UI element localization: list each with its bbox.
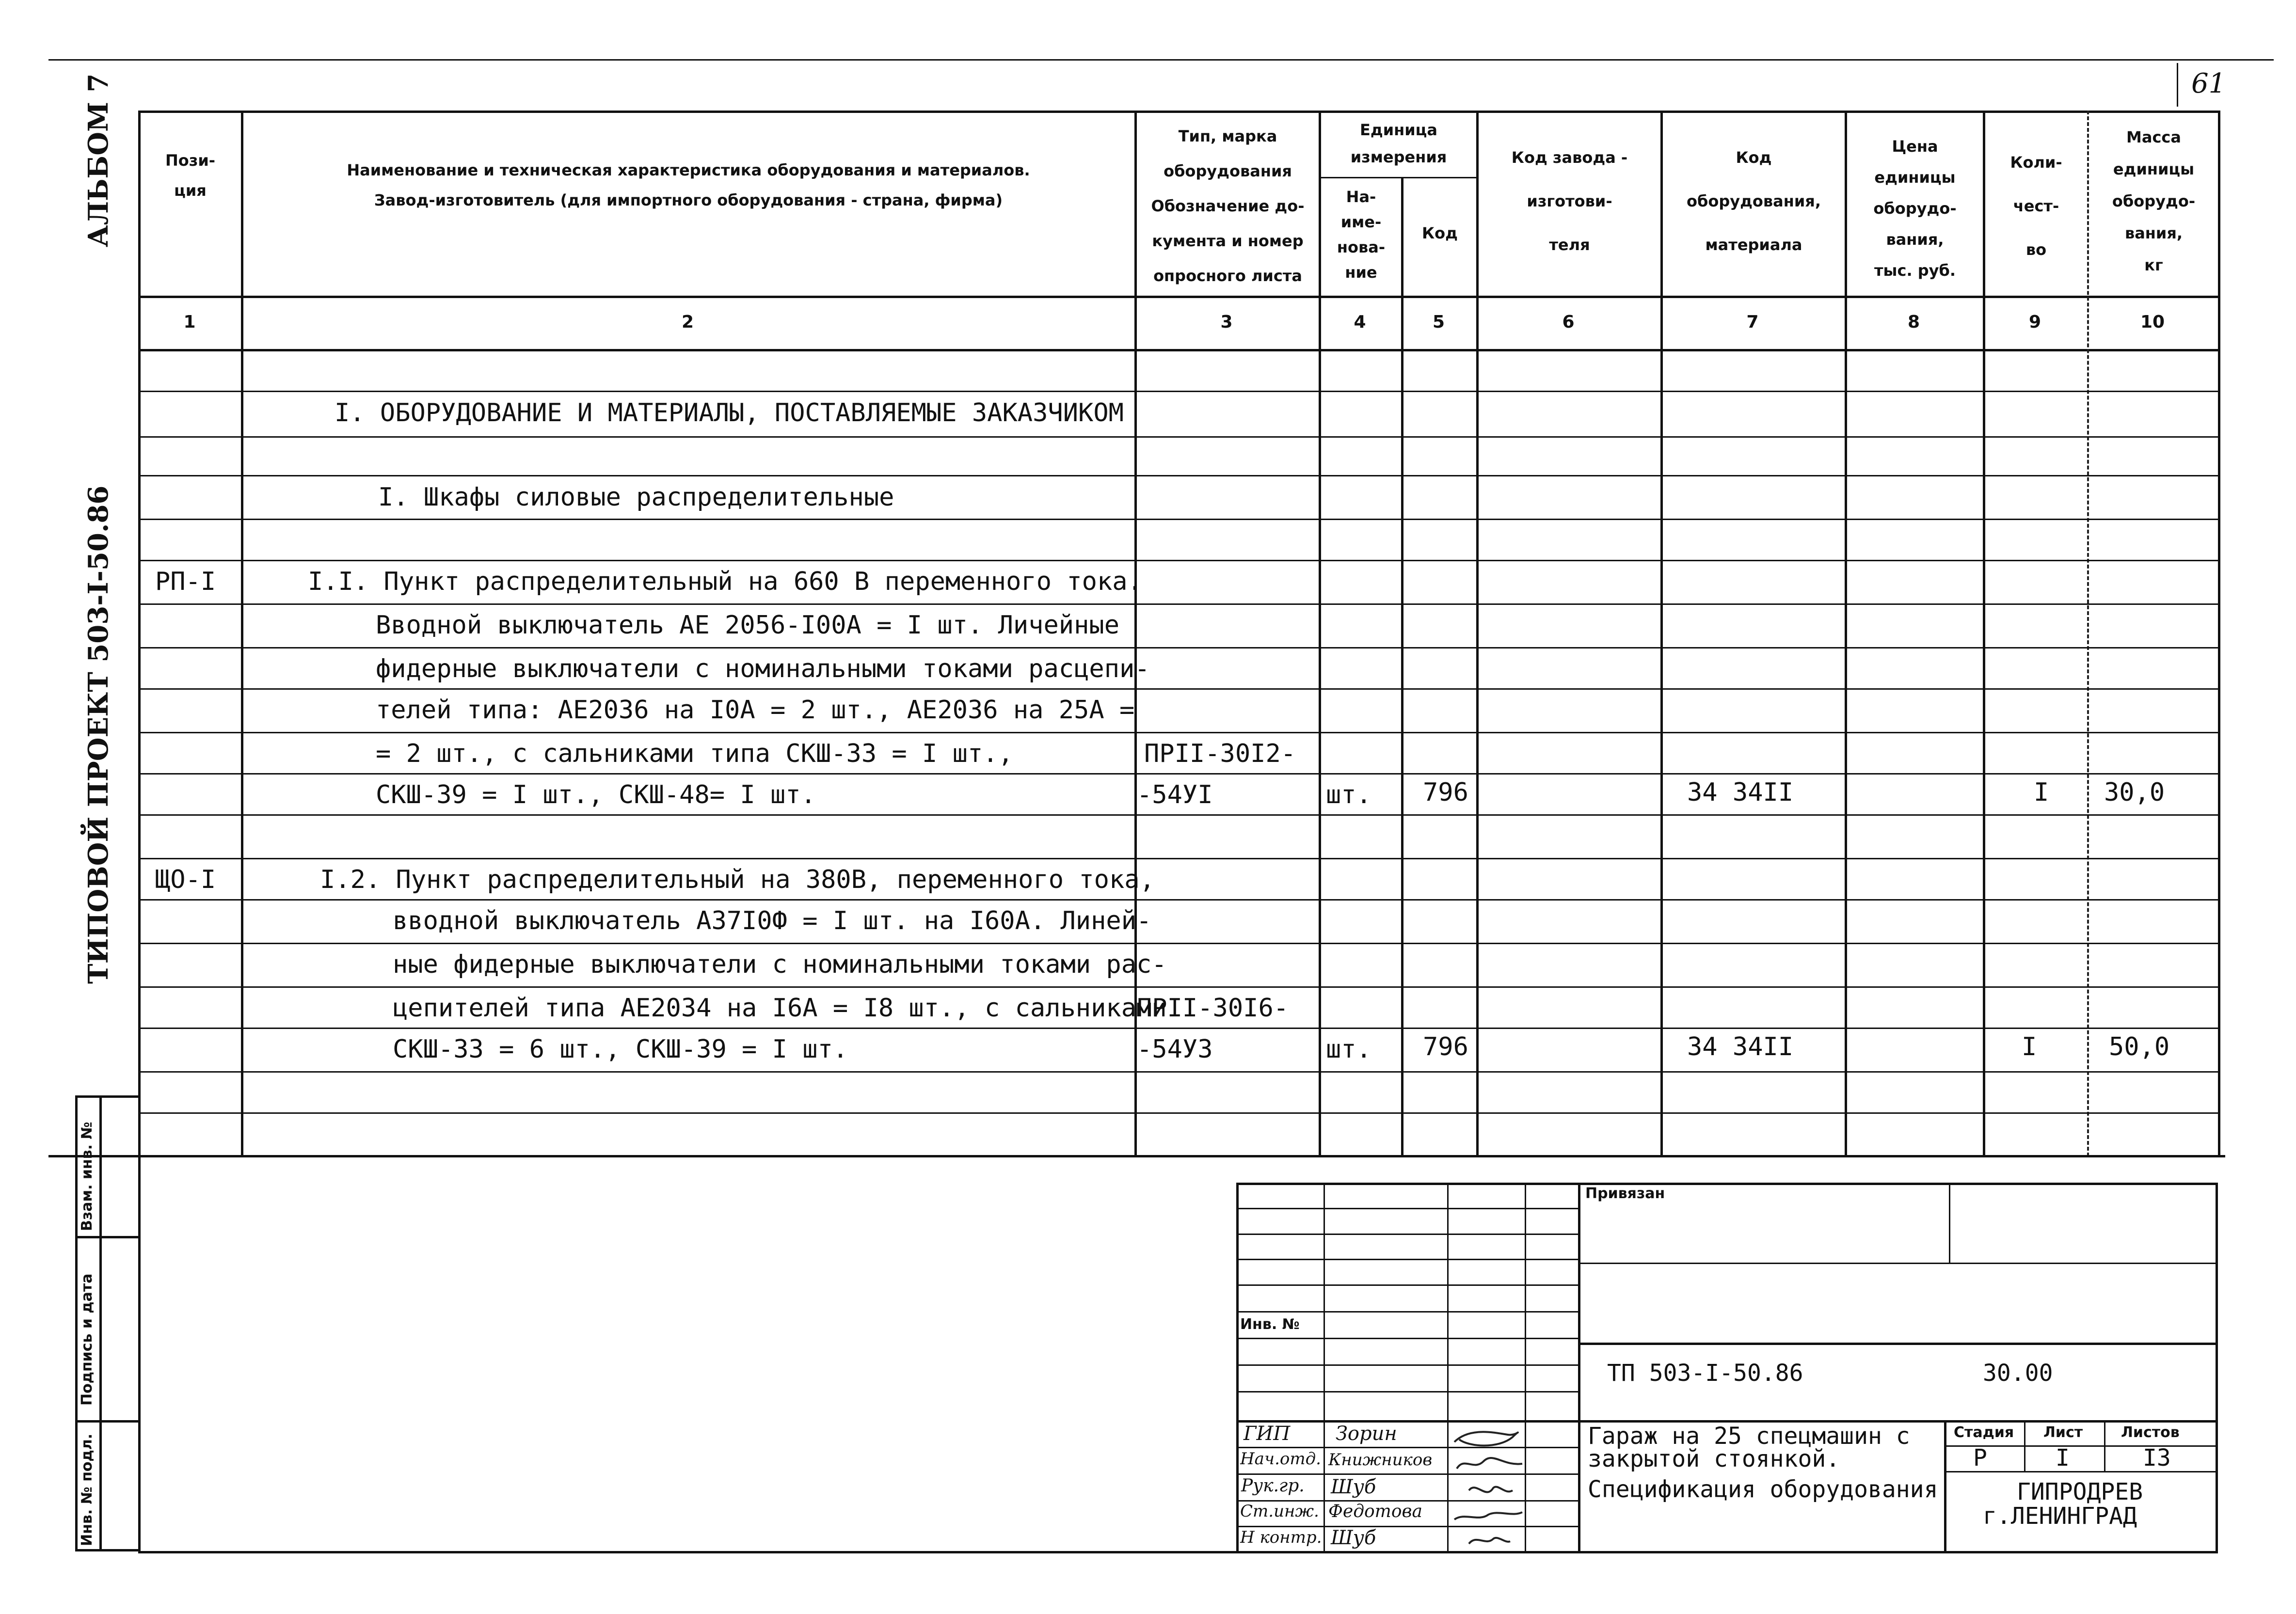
header-price: Цена единицы оборудо- вания, тыс. руб. — [1873, 137, 1957, 280]
item-line: фидерные выключатели с номинальными токами расцепи- — [376, 654, 1150, 683]
colnum-9: 9 — [2028, 312, 2041, 332]
role: Н контр. — [1240, 1528, 1322, 1547]
item-line: Вводной выключатель АЕ 2056-I00А = I шт. Личейные — [376, 611, 1120, 640]
role: ГИП — [1244, 1423, 1291, 1445]
item-type: -54У3 — [1137, 1035, 1213, 1064]
role: Рук.гр. — [1241, 1476, 1305, 1496]
header-material-code: Код оборудования, материала — [1687, 148, 1821, 254]
sign-date-label: Подпись и дата — [79, 1273, 96, 1406]
colnum-10: 10 — [2140, 312, 2165, 332]
header-name: Наименование и техническая характеристика оборудования и материалов. Завод-изготовитель (для импортного оборудования - страна, фирма) — [347, 161, 1030, 209]
privyazan-label: Привязан — [1585, 1185, 1665, 1202]
org-line-2: г.ЛЕНИНГРАД — [1983, 1503, 2137, 1530]
header-unit-code: Код — [1422, 224, 1458, 242]
stage-label: Стадия — [1954, 1424, 2014, 1441]
page-number: 61 — [2191, 68, 2226, 99]
item-type: -54УI — [1137, 780, 1213, 809]
item-quantity: I — [2022, 1032, 2037, 1061]
item-unit-code: 796 — [1423, 778, 1468, 807]
name: Зорин — [1336, 1423, 1397, 1445]
doc-title-3: Спецификация оборудования — [1588, 1476, 1938, 1503]
section-title: I. ОБОРУДОВАНИЕ И МАТЕРИАЛЫ, ПОСТАВЛЯЕМЫЕ ЗАКАЗЧИКОМ — [335, 398, 1124, 427]
header-mass: Масса единицы оборудо- вания, кг — [2112, 128, 2196, 274]
item-type: ПРII-30I6- — [1137, 994, 1289, 1023]
colnum-1: 1 — [183, 312, 196, 332]
org-line-1: ГИПРОДРЕВ — [2017, 1478, 2143, 1505]
item-line: ные фидерные выключатели с номинальными токами рас- — [393, 950, 1167, 979]
name: Шуб — [1331, 1527, 1376, 1549]
header-maker-code: Код завода - изготови- теля — [1511, 148, 1628, 254]
doc-code: ТП 503-I-50.86 — [1607, 1360, 1803, 1387]
colnum-5: 5 — [1432, 312, 1445, 332]
item-mass: 30,0 — [2104, 778, 2165, 807]
colnum-3: 3 — [1220, 312, 1233, 332]
item-type: ПРII-30I2- — [1144, 739, 1296, 768]
item-mass: 50,0 — [2109, 1032, 2170, 1061]
item-line: I.2. Пункт распределительный на 380В, переменного тока, — [320, 865, 1155, 894]
item-line: СКШ-39 = I шт., СКШ-48= I шт. — [376, 780, 816, 809]
header-position: Пози- ция — [165, 151, 216, 200]
role: Ст.инж. — [1240, 1502, 1319, 1521]
signature-icon — [1450, 1423, 1527, 1549]
vzam-inv-label: Взам. инв. № — [79, 1122, 96, 1231]
item-unit-code: 796 — [1423, 1032, 1468, 1061]
colnum-4: 4 — [1354, 312, 1366, 332]
item-unit: шт. — [1326, 780, 1371, 809]
item-line: вводной выключатель А37I0Ф = I шт. на I60А. Линей- — [393, 906, 1152, 935]
doc-title-1: Гараж на 25 спецмашин с — [1588, 1423, 1910, 1450]
header-type: Тип, марка оборудования Обозначение до- кумента и номер опросного листа — [1151, 127, 1305, 285]
inv-no-podl-label: Инв. № подл. — [79, 1433, 96, 1546]
sheets-label: Листов — [2121, 1424, 2180, 1441]
subsection-title: I. Шкафы силовые распределительные — [378, 483, 894, 512]
item-line: = 2 шт., с сальниками типа СКШ-33 = I шт., — [376, 739, 1013, 768]
item-quantity: I — [2034, 778, 2049, 807]
colnum-7: 7 — [1746, 312, 1759, 332]
sheet-label: Лист — [2043, 1424, 2083, 1441]
colnum-6: 6 — [1562, 312, 1575, 332]
item-line: СКШ-33 = 6 шт., СКШ-39 = I шт. — [393, 1035, 848, 1064]
name: Книжников — [1328, 1450, 1433, 1470]
item-line: цепителей типа АЕ2034 на I6А = I8 шт., с сальниками — [393, 994, 1167, 1023]
item-material-code: 34 34II — [1687, 1032, 1794, 1061]
header-unit: Единица измерения — [1350, 121, 1447, 166]
item-line: телей типа: АЕ2036 на I0А = 2 шт., АЕ2036 на 25А = — [376, 696, 1135, 725]
header-unit-name: На- име- нова- ние — [1337, 188, 1386, 282]
item-line: I.I. Пункт распределительный на 660 В переменного тока. — [308, 567, 1143, 596]
item-position: ЩО-I — [155, 865, 216, 894]
item-material-code: 34 34II — [1687, 778, 1794, 807]
colnum-2: 2 — [681, 312, 694, 332]
sheets-value: I3 — [2143, 1444, 2171, 1472]
role: Нач.отд. — [1240, 1449, 1321, 1469]
item-position: РП-I — [155, 567, 216, 596]
item-unit: шт. — [1326, 1035, 1371, 1064]
header-quantity: Коли- чест- во — [2010, 153, 2062, 259]
doc-title-2: закрытой стоянкой. — [1588, 1445, 1840, 1472]
name: Федотова — [1328, 1502, 1422, 1521]
project-label: ТИПОВОЙ ПРОЕКТ 503-I-50.86 — [82, 485, 114, 984]
inv-label: Инв. № — [1240, 1316, 1300, 1333]
stage-value: Р — [1973, 1444, 1987, 1472]
album-label: АЛЬБОМ 7 — [82, 73, 114, 247]
doc-suffix: 30.00 — [1983, 1360, 2053, 1387]
sheet-value: I — [2056, 1444, 2070, 1472]
colnum-8: 8 — [1907, 312, 1920, 332]
name: Шуб — [1331, 1476, 1376, 1498]
